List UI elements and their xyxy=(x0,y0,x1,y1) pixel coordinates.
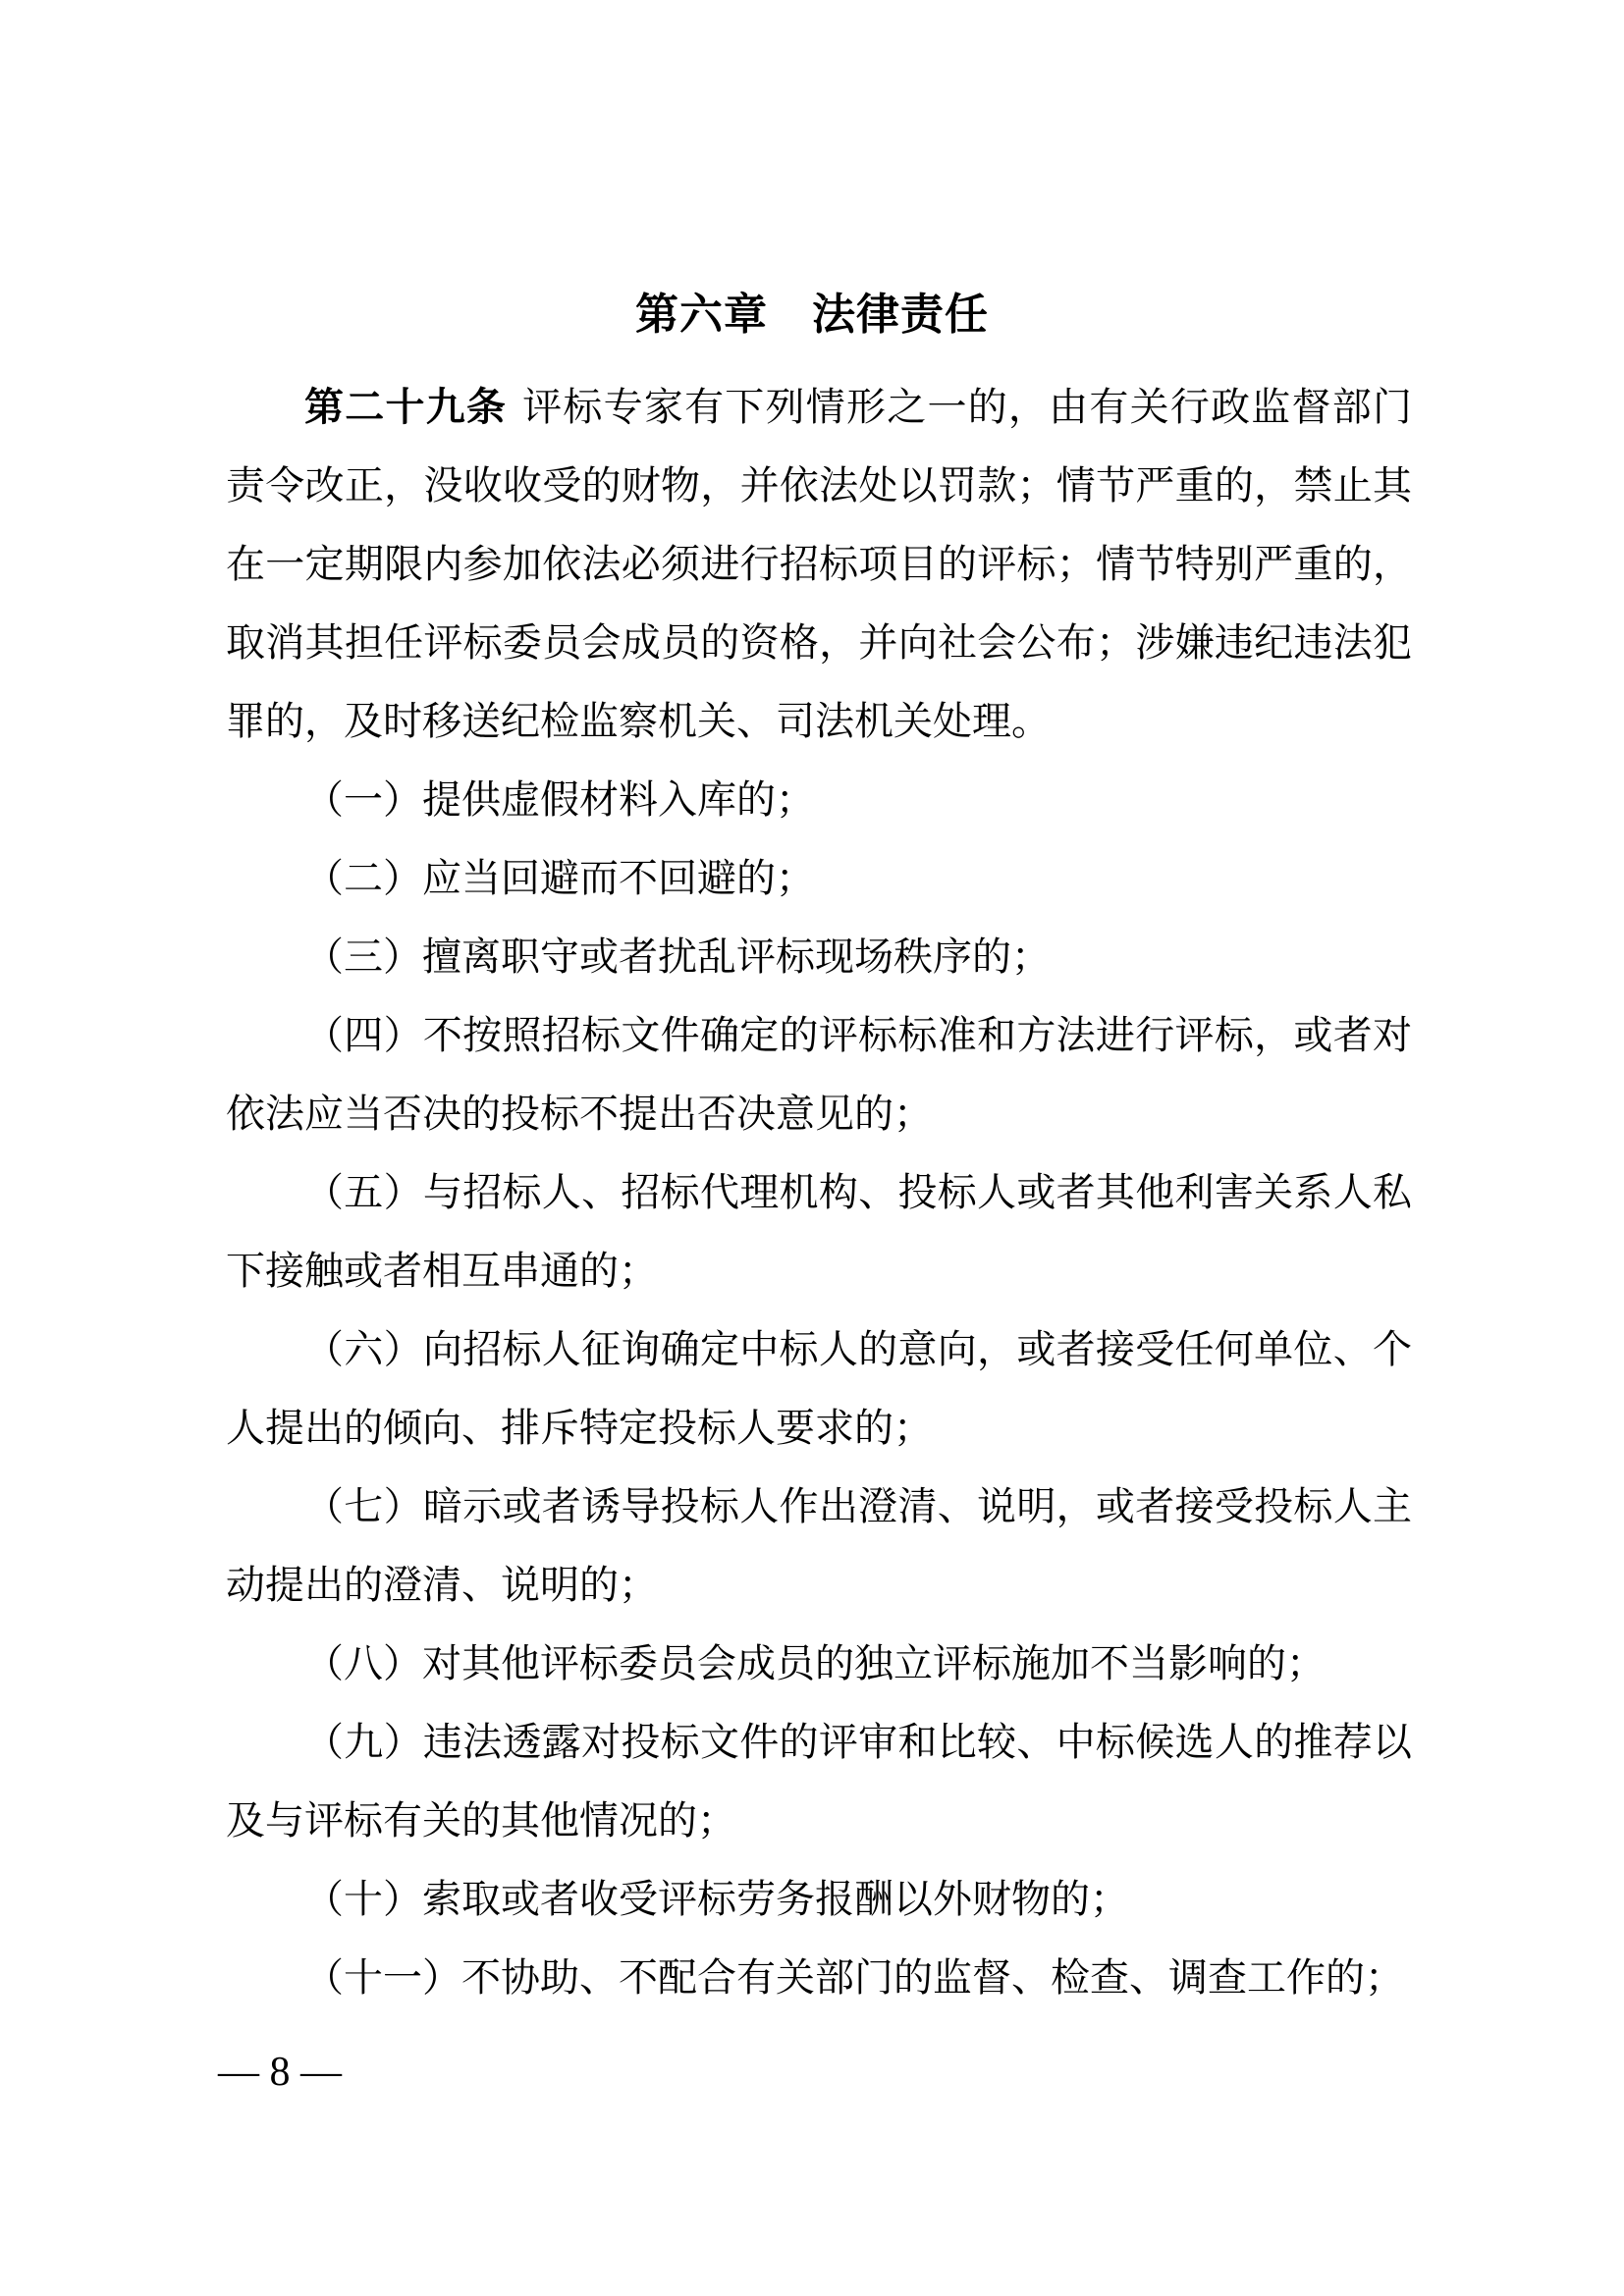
chapter-heading: 第六章 法律责任 xyxy=(635,291,989,339)
article-item-11: （十一）不协助、不配合有关部门的监督、检查、调查工作的； xyxy=(304,1955,1404,2000)
article-item-6: （六）向招标人征询确定中标人的意向，或者接受任何单位、个人提出的倾向、排斥特定投标人要求的； xyxy=(226,1327,1412,1450)
page-number-footer: — 8 — xyxy=(218,2050,342,2095)
article-item-5: （五）与招标人、招标代理机构、投标人或者其他利害关系人私下接触或者相互串通的； xyxy=(226,1170,1412,1293)
article-item-9: （九）违法透露对投标文件的评审和比较、中标候选人的推荐以及与评标有关的其他情况的； xyxy=(226,1720,1412,1842)
article-item-8: （八）对其他评标委员会成员的独立评标施加不当影响的； xyxy=(304,1641,1326,1685)
article-body xyxy=(226,368,1412,2017)
article-intro-text: 评标专家有下列情形之一的，由有关行政监督部门责令改正，没收收受的财物，并依法处以罚款；情节严重的，禁止其在一定期限内参加依法必须进行招标项目的评标；情节特别严重的，取消其担任评标委员会成员的资格，并向社会公布；涉嫌违纪违法犯罪的，及时移送纪检监察机关、司法机关处理。 xyxy=(226,385,1413,743)
article-item-2: （二）应当回避而不回避的； xyxy=(304,856,815,900)
article-item-3: （三）擅离职守或者扰乱评标现场秩序的； xyxy=(304,934,1051,979)
article-item-4: （四）不按照招标文件确定的评标标准和方法进行评标，或者对依法应当否决的投标不提出否决意见的； xyxy=(226,1013,1412,1136)
article-item-7: （七）暗示或者诱导投标人作出澄清、说明，或者接受投标人主动提出的澄清、说明的； xyxy=(226,1484,1412,1607)
article-item-1: （一）提供虚假材料入库的； xyxy=(304,777,815,822)
article-intro-paragraph xyxy=(226,368,1412,761)
article-item-10: （十）索取或者收受评标劳务报酬以外财物的； xyxy=(304,1877,1129,1921)
article-number-label: 第二十九条 xyxy=(304,386,508,429)
